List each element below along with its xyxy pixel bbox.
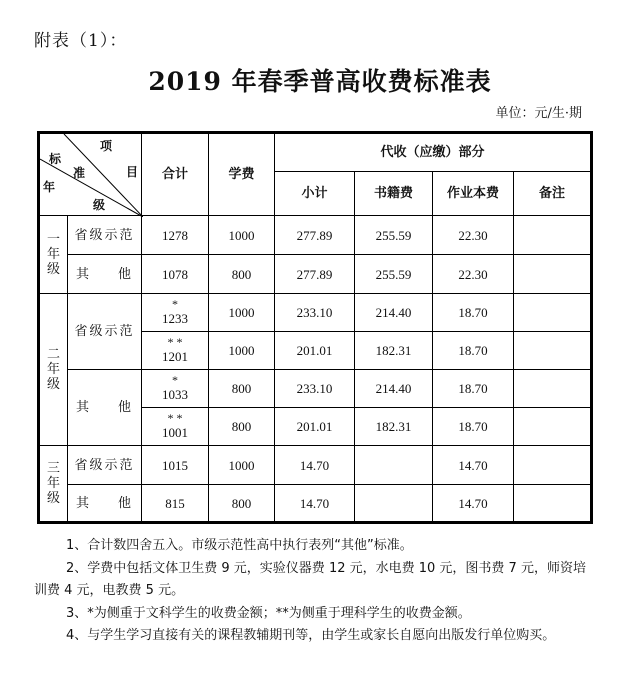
remarks-cell	[514, 255, 592, 294]
total-cell: 1278	[142, 216, 209, 255]
subtotal-cell: 233.10	[275, 370, 355, 408]
books-cell: 182.31	[355, 408, 433, 446]
books-cell	[355, 485, 433, 523]
corner-label-item2: 目	[126, 165, 139, 179]
corner-label-grade: 年	[43, 180, 56, 194]
table-row	[39, 294, 592, 332]
table-row	[39, 216, 592, 255]
note-item: 3、*为侧重于文科学生的收费金额；**为侧重于理科学生的收费金额。	[66, 605, 471, 621]
total-cell: * * 1001	[142, 408, 209, 446]
workbooks-cell: 22.30	[433, 255, 514, 294]
workbooks-cell: 14.70	[433, 446, 514, 485]
science-mark: * *	[167, 411, 183, 425]
corner-label-standard: 标	[49, 152, 62, 166]
books-cell: 182.31	[355, 332, 433, 370]
note-item: 1、合计数四舍五入。市级示范性高中执行表列“其他”标准。	[66, 538, 413, 553]
category-label: 其 他	[68, 485, 142, 523]
liberal-arts-mark: *	[172, 373, 178, 387]
tuition-cell: 800	[209, 370, 275, 408]
total-cell: 815	[142, 485, 209, 523]
annex-label: 附表（1）：	[34, 31, 128, 51]
notes-section	[34, 535, 594, 648]
workbooks-cell: 18.70	[433, 294, 514, 332]
total-cell: * 1033	[142, 370, 209, 408]
corner-label-standard2: 准	[73, 166, 86, 180]
subtotal-cell: 14.70	[275, 446, 355, 485]
workbooks-cell: 18.70	[433, 370, 514, 408]
header-books: 书籍费	[355, 172, 433, 216]
total-cell: 1078	[142, 255, 209, 294]
science-mark: * *	[167, 335, 183, 349]
subtotal-cell: 201.01	[275, 408, 355, 446]
category-label: 省级示范	[68, 446, 142, 485]
remarks-cell	[514, 446, 592, 485]
workbooks-cell: 14.70	[433, 485, 514, 523]
subtotal-cell: 277.89	[275, 216, 355, 255]
table-row	[39, 255, 592, 294]
liberal-arts-mark: *	[172, 297, 178, 311]
corner-label-grade2: 级	[93, 198, 106, 212]
grade-label: 一年级	[39, 216, 68, 294]
workbooks-cell: 18.70	[433, 332, 514, 370]
books-cell: 255.59	[355, 216, 433, 255]
workbooks-cell: 22.30	[433, 216, 514, 255]
tuition-cell: 800	[209, 408, 275, 446]
tuition-cell: 1000	[209, 446, 275, 485]
total-cell: 1015	[142, 446, 209, 485]
tuition-cell: 1000	[209, 294, 275, 332]
header-tuition: 学费	[209, 133, 275, 216]
category-label: 其 他	[68, 370, 142, 446]
total-cell: * 1233	[142, 294, 209, 332]
tuition-cell: 800	[209, 485, 275, 523]
unit-label: 单位：元/生·期	[495, 106, 582, 121]
subtotal-cell: 233.10	[275, 294, 355, 332]
note-item: 2、学费中包括文体卫生费 9 元，实验仪器费 12 元，水电费 10 元，图书费 7 元，师资培训费 4 元，电教费 5 元。	[34, 560, 586, 598]
corner-header-cell	[39, 133, 142, 216]
header-total: 合计	[142, 133, 209, 216]
books-cell: 255.59	[355, 255, 433, 294]
remarks-cell	[514, 216, 592, 255]
document-title: 2019 年春季普高收费标准表	[148, 67, 492, 96]
note-item: 4、与学生学习直接有关的课程教辅期刊等，由学生或家长自愿向出版发行单位购买。	[66, 628, 556, 643]
table-row	[39, 370, 592, 408]
remarks-cell	[514, 370, 592, 408]
subtotal-cell: 277.89	[275, 255, 355, 294]
fee-standard-table	[37, 131, 593, 524]
category-label: 其 他	[68, 255, 142, 294]
grade-label: 三年级	[39, 446, 68, 523]
header-collected-group: 代收（应缴）部分	[275, 133, 592, 172]
workbooks-cell: 18.70	[433, 408, 514, 446]
books-cell: 214.40	[355, 294, 433, 332]
subtotal-cell: 201.01	[275, 332, 355, 370]
subtotal-cell: 14.70	[275, 485, 355, 523]
table-row	[39, 446, 592, 485]
remarks-cell	[514, 485, 592, 523]
tuition-cell: 1000	[209, 216, 275, 255]
header-row-1	[39, 133, 592, 172]
grade-label: 二年级	[39, 294, 68, 446]
remarks-cell	[514, 332, 592, 370]
remarks-cell	[514, 408, 592, 446]
books-cell: 214.40	[355, 370, 433, 408]
table-row	[39, 485, 592, 523]
header-remarks: 备注	[514, 172, 592, 216]
remarks-cell	[514, 294, 592, 332]
header-workbooks: 作业本费	[433, 172, 514, 216]
header-subtotal: 小计	[275, 172, 355, 216]
tuition-cell: 1000	[209, 332, 275, 370]
category-label: 省级示范	[68, 294, 142, 370]
corner-label-item: 项	[100, 139, 113, 153]
books-cell	[355, 446, 433, 485]
category-label: 省级示范	[68, 216, 142, 255]
total-cell: * * 1201	[142, 332, 209, 370]
tuition-cell: 800	[209, 255, 275, 294]
